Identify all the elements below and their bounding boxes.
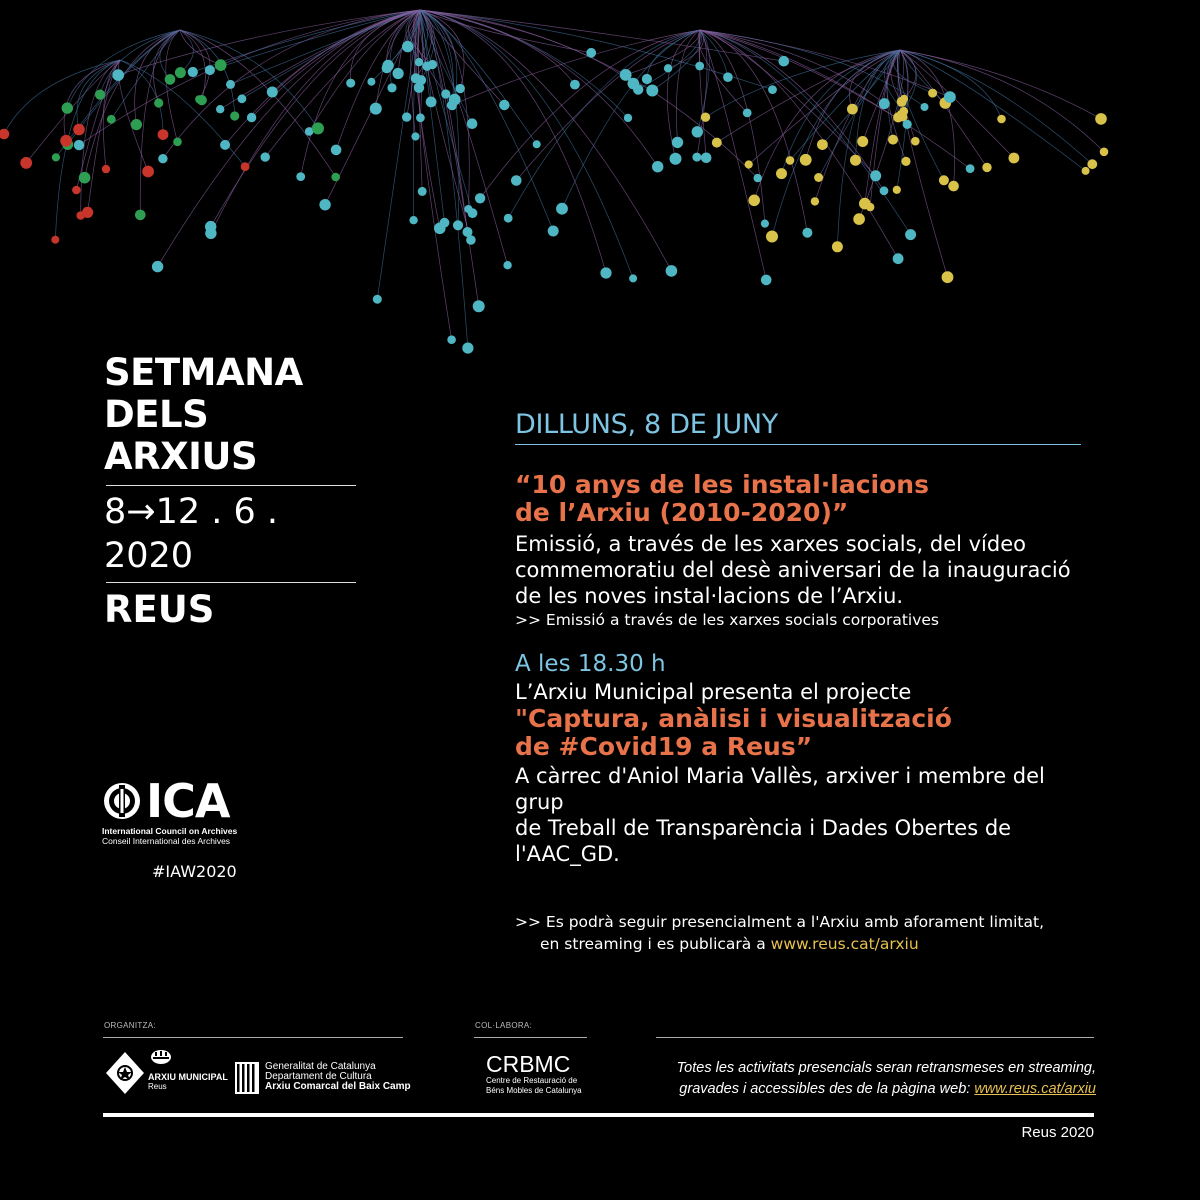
network-edge [420, 10, 633, 278]
network-node [786, 156, 795, 165]
streaming-note-line2 [656, 1079, 1096, 1100]
network-node [467, 118, 478, 129]
network-node [409, 216, 417, 224]
network-node [893, 186, 901, 194]
network-node [695, 62, 704, 71]
network-edge [837, 50, 900, 247]
network-node [346, 79, 355, 88]
network-node [60, 135, 72, 147]
network-node [464, 205, 472, 213]
network-node [879, 98, 890, 109]
event-city: REUS [104, 588, 215, 631]
arxiu-link[interactable]: www.reus.cat/arxiu [770, 935, 919, 953]
network-node [402, 41, 413, 52]
divider [106, 485, 356, 486]
network-node [107, 115, 116, 124]
streaming-note-prefix: gravades i accessibles des de la pàgina web: [679, 1081, 975, 1097]
hashtag: #IAW2020 [152, 862, 237, 881]
network-node [367, 78, 375, 86]
network-node [463, 227, 473, 237]
network-node [447, 335, 456, 344]
footer-arxiu-link[interactable]: www.reus.cat/arxiu [974, 1081, 1096, 1097]
network-node [205, 65, 215, 75]
item2-intro: L’Arxiu Municipal presenta el projecte [515, 680, 912, 704]
item1-title-line1: “10 anys de les instal·lacions [515, 470, 929, 499]
event-name-line1: SETMANA [104, 351, 303, 394]
network-node [387, 83, 396, 92]
network-node [533, 140, 541, 148]
network-node [586, 48, 596, 58]
item1-desc-line2: commemoratiu del desè aniversari de la inauguració [515, 558, 1071, 582]
network-node [766, 231, 778, 243]
crbmc-acronym: CRBMC [486, 1051, 571, 1077]
network-node [418, 187, 427, 196]
network-node [247, 113, 256, 122]
item1-note: >> Emissió a través de les xarxes socials corporatives [515, 611, 939, 629]
network-node [814, 173, 823, 182]
arxiu-municipal-logo [104, 1048, 228, 1096]
network-node [230, 111, 239, 120]
attendance-note-line1: >> Es podrà seguir presencialment a l'Arxiu amb aforament limitat, [515, 913, 1044, 931]
divider [474, 1037, 587, 1038]
network-node [422, 61, 431, 70]
network-node [331, 145, 342, 156]
network-edge [700, 30, 911, 235]
network-edge [900, 50, 955, 186]
network-node [768, 85, 777, 94]
divider [515, 444, 1081, 445]
bottom-bar [103, 1113, 1094, 1117]
network-node [652, 161, 663, 172]
network-node [173, 138, 182, 147]
network-node [112, 69, 124, 81]
attendance-note-line2 [515, 933, 1085, 955]
network-node [462, 343, 473, 354]
network-node [72, 186, 81, 195]
network-node [888, 135, 898, 145]
network-node [152, 261, 163, 272]
network-node [712, 138, 722, 148]
network-node [1100, 148, 1109, 157]
network-node [373, 295, 382, 304]
network-node [847, 104, 858, 115]
network-node [1087, 159, 1097, 169]
network-node [447, 101, 456, 110]
network-node [76, 211, 85, 220]
network-node [426, 97, 437, 108]
network-node [928, 89, 937, 98]
network-node [666, 265, 678, 277]
network-edge [900, 50, 1104, 152]
network-edge [508, 30, 700, 218]
network-node [944, 91, 956, 103]
network-node [600, 267, 611, 278]
network-node [939, 175, 949, 185]
network-node [761, 220, 769, 228]
ica-name-fr: Conseil International des Archives [102, 836, 231, 846]
network-edge [652, 30, 701, 90]
divider [103, 1037, 403, 1038]
crbmc-line1: Centre de Restauració de [486, 1076, 578, 1085]
network-node [754, 174, 762, 182]
network-node [664, 64, 672, 72]
network-node [870, 170, 881, 181]
network-node [948, 181, 959, 192]
network-node [642, 74, 652, 84]
network-node [853, 213, 865, 225]
network-edge [265, 10, 420, 157]
network-node [499, 100, 509, 110]
network-node [416, 75, 426, 85]
network-edge [667, 30, 700, 159]
network-node [216, 105, 224, 113]
network-edge [772, 50, 900, 237]
network-edge [717, 50, 900, 143]
attendance-note-prefix: en streaming i es publicarà a [540, 935, 771, 953]
copyright: Reus 2020 [1021, 1124, 1094, 1141]
arxiu-municipal-text: ARXIU MUNICIPAL [148, 1072, 228, 1082]
generalitat-line2: Departament de Cultura [265, 1071, 372, 1082]
network-node [800, 154, 812, 166]
network-node [226, 80, 235, 89]
network-node [416, 113, 425, 122]
network-edge [180, 30, 205, 100]
divider [656, 1037, 1094, 1038]
network-node [911, 137, 920, 146]
network-node [220, 140, 230, 150]
network-node [817, 139, 828, 150]
network-node [158, 154, 167, 163]
network-node [411, 132, 419, 140]
network-node [850, 155, 861, 166]
network-node [456, 84, 465, 93]
arxiu-diamond-icon [104, 1048, 146, 1096]
network-node [215, 59, 227, 71]
generalitat-line1: Generalitat de Catalunya [265, 1061, 376, 1072]
event-header [104, 352, 356, 633]
network-node [859, 198, 871, 210]
network-edge [26, 60, 120, 163]
network-node [131, 119, 142, 130]
crbmc-logo [486, 1052, 582, 1096]
network-node [102, 165, 110, 173]
crbmc-line2: Béns Mobles de Catalunya [486, 1086, 582, 1095]
item1-desc-line3: de les noves instal·lacions de l’Arxiu. [515, 584, 904, 608]
network-node [570, 80, 580, 90]
network-node [1009, 153, 1020, 164]
network-node [95, 90, 105, 100]
network-node [473, 300, 485, 312]
network-node [261, 152, 270, 161]
network-node [241, 162, 250, 171]
network-node [903, 120, 912, 129]
item2-title-line1: "Captura, anàlisi i visualització [515, 704, 952, 733]
network-node [672, 137, 683, 148]
network-edge [700, 30, 765, 224]
network-node [692, 153, 701, 162]
network-node [748, 195, 760, 207]
network-visualization [0, 0, 1200, 400]
item2-time: A les 18.30 h [515, 651, 666, 677]
network-node [51, 236, 59, 244]
network-edge [676, 30, 700, 142]
network-node [312, 122, 324, 134]
network-node [776, 168, 787, 179]
event-name-line2: DELS ARXIUS [104, 393, 258, 478]
network-node [175, 67, 186, 78]
network-node [453, 220, 463, 230]
network-node [901, 157, 910, 166]
network-node [633, 84, 643, 94]
network-node [475, 193, 485, 203]
network-node [0, 129, 9, 140]
network-node [503, 261, 511, 269]
network-node [556, 203, 568, 215]
network-node [296, 172, 305, 181]
network-edge [700, 30, 884, 104]
network-node [205, 228, 216, 239]
network-edge [870, 50, 900, 207]
divider [106, 582, 356, 583]
item1-title-line2: de l’Arxiu (2010-2020)” [515, 498, 849, 527]
network-node [73, 124, 85, 136]
network-node [899, 107, 908, 116]
network-edge [211, 10, 420, 227]
network-node [982, 163, 991, 172]
network-node [893, 253, 904, 264]
network-node [811, 197, 819, 205]
network-node [745, 160, 753, 168]
ica-logo [102, 774, 262, 846]
network-node [52, 153, 60, 161]
network-node [370, 103, 382, 115]
network-node [382, 63, 392, 73]
network-node [197, 95, 207, 105]
ica-emblem-icon [102, 781, 142, 821]
network-node [142, 166, 154, 178]
program [515, 408, 1085, 955]
item2-desc-line1: A càrrec d'Aniol Maria Vallès, arxiver i membre del grup [515, 764, 1045, 814]
generalitat-line3: Arxiu Comarcal del Baix Camp [265, 1081, 411, 1092]
generalitat-logo [235, 1062, 411, 1094]
arxiu-municipal-sub: Reus [148, 1082, 167, 1091]
streaming-note [656, 1058, 1096, 1100]
network-edge [420, 10, 606, 273]
network-node [997, 115, 1006, 124]
item2-desc-line2: de Treball de Transparència i Dades Obertes de l'AAC_GD. [515, 816, 1012, 866]
network-node [504, 214, 513, 223]
network-node [135, 210, 146, 221]
network-edge [79, 10, 420, 145]
network-node [20, 157, 32, 169]
network-node [802, 228, 812, 238]
day-heading: DILLUNS, 8 DE JUNY [515, 409, 778, 440]
network-node [331, 173, 340, 182]
network-edge [865, 50, 900, 204]
network-node [511, 175, 522, 186]
network-node [921, 103, 929, 111]
network-node [942, 271, 954, 283]
network-node [857, 136, 868, 147]
ica-acronym: ICA [146, 774, 230, 828]
organitza-label: ORGANITZA: [104, 1021, 156, 1030]
ica-name-en: International Council on Archives [102, 826, 238, 836]
item2-title-line2: de #Covid19 a Reus” [515, 732, 813, 761]
network-node [629, 274, 637, 282]
event-dates: 8→12 . 6 . 2020 [104, 492, 279, 576]
network-node [238, 94, 247, 103]
network-node [74, 140, 84, 150]
network-node [154, 98, 163, 107]
generalitat-flag-icon [235, 1062, 259, 1094]
network-node [402, 112, 411, 121]
network-node [548, 226, 559, 237]
network-node [415, 58, 423, 66]
network-node [761, 275, 772, 286]
network-node [692, 126, 703, 137]
network-node [1082, 167, 1090, 175]
network-node [701, 113, 710, 122]
network-node [62, 102, 73, 113]
network-node [624, 114, 632, 122]
network-node [393, 68, 404, 79]
network-node [966, 164, 975, 173]
network-node [670, 153, 682, 165]
network-node [743, 109, 752, 118]
network-node [188, 67, 198, 77]
network-node [1095, 113, 1107, 125]
network-node [158, 129, 169, 140]
streaming-note-line1: Totes les activitats presencials seran retransmeses en streaming, [676, 1060, 1096, 1076]
network-node [900, 95, 908, 103]
network-node [880, 186, 889, 195]
network-edge [420, 10, 457, 100]
network-node [267, 87, 278, 98]
network-edge [180, 30, 193, 73]
colabora-label: COL·LABORA: [475, 1021, 533, 1030]
network-node [779, 56, 790, 67]
network-node [723, 72, 733, 82]
network-node [440, 218, 450, 228]
network-node [79, 172, 91, 184]
network-node [620, 69, 632, 81]
network-node [832, 241, 843, 252]
network-node [701, 153, 712, 164]
network-node [165, 74, 176, 85]
network-node [441, 89, 450, 98]
network-edge [900, 50, 1086, 171]
crown-icon [150, 1048, 172, 1064]
item1-desc-line1: Emissió, a través de les xarxes socials, del vídeo [515, 532, 1026, 556]
network-node [646, 85, 658, 97]
network-node [319, 199, 330, 210]
network-node [905, 229, 916, 240]
